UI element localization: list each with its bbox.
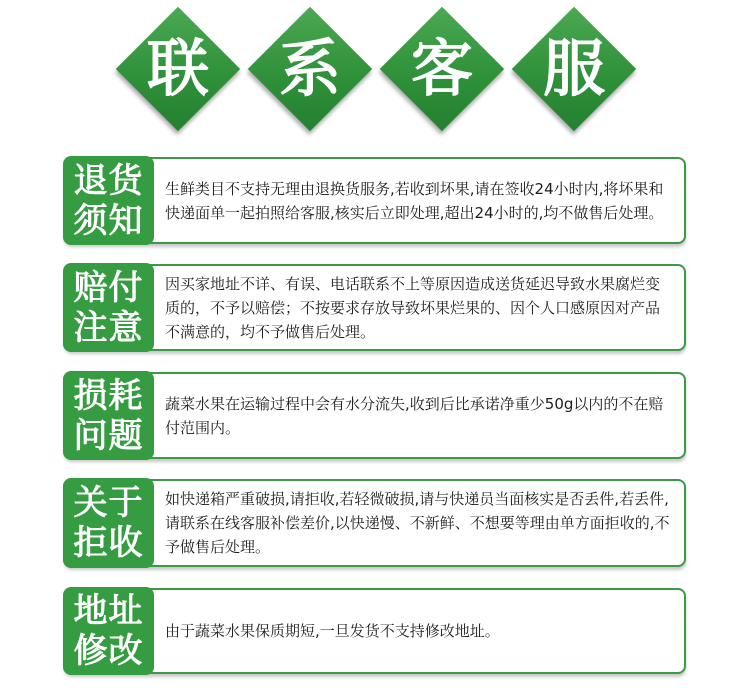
card-label xyxy=(63,371,154,460)
card-text-content: 如快递箱严重破损,请拒收,若轻微破损,请与快递员当面核实是否丢件,若丢件,请联系在线客服补偿差价,以快递慢、不新鲜、不想要等理由单方面拒收的,不予做售后处理。 xyxy=(165,490,670,556)
title-diamond xyxy=(248,7,372,131)
card-text-content: 生鲜类目不支持无理由退换货服务,若收到坏果,请在签收24小时内,将坏果和快递面单一起拍照给客服,核实后立即处理,超出24小时的,均不做售后处理。 xyxy=(165,179,664,222)
card-label-line: 问题 xyxy=(73,415,144,456)
page-title xyxy=(0,0,750,140)
card-label xyxy=(63,478,154,568)
card-label-line: 地址 xyxy=(73,591,144,631)
card-text-content: 因买家地址不详、有误、电话联系不上等原因造成送货延迟导致水果腐烂变质的，不予以赔偿；不按要求存放导致坏果烂果的、因个人口感原因对产品不满意的，均不予做售后处理。 xyxy=(165,274,661,341)
card-text xyxy=(165,481,674,565)
card-text xyxy=(165,374,674,457)
card-text-content: 蔬菜水果在运输过程中会有水分流失,收到后比承诺净重少50g以内的不在赔付范围内。 xyxy=(165,394,664,437)
card-text-content: 由于蔬菜水果保质期短,一旦发货不支持修改地址。 xyxy=(165,622,500,640)
address-change-card xyxy=(64,588,686,674)
title-diamond xyxy=(380,7,504,131)
title-char: 服 xyxy=(542,32,605,105)
compensation-card xyxy=(64,264,686,351)
weight-loss-card xyxy=(64,372,686,459)
card-text xyxy=(165,590,674,672)
card-label-line: 须知 xyxy=(73,200,144,241)
card-label-line: 关于 xyxy=(73,483,144,523)
card-label-line: 赔付 xyxy=(73,267,144,308)
card-label xyxy=(63,587,154,675)
title-char: 联 xyxy=(146,32,209,105)
card-label-line: 注意 xyxy=(73,307,144,348)
return-policy-card xyxy=(64,157,686,244)
card-text xyxy=(165,266,674,349)
title-diamond xyxy=(512,7,636,131)
title-char: 客 xyxy=(410,32,473,105)
rejection-card xyxy=(64,479,686,567)
card-label xyxy=(63,263,154,352)
card-label-line: 修改 xyxy=(73,631,144,671)
card-label xyxy=(63,156,154,245)
card-label-line: 损耗 xyxy=(73,375,144,416)
card-text xyxy=(165,159,674,242)
card-label-line: 退货 xyxy=(73,160,144,201)
card-label-line: 拒收 xyxy=(73,523,144,563)
title-char: 系 xyxy=(278,32,341,105)
title-diamond xyxy=(116,7,240,131)
